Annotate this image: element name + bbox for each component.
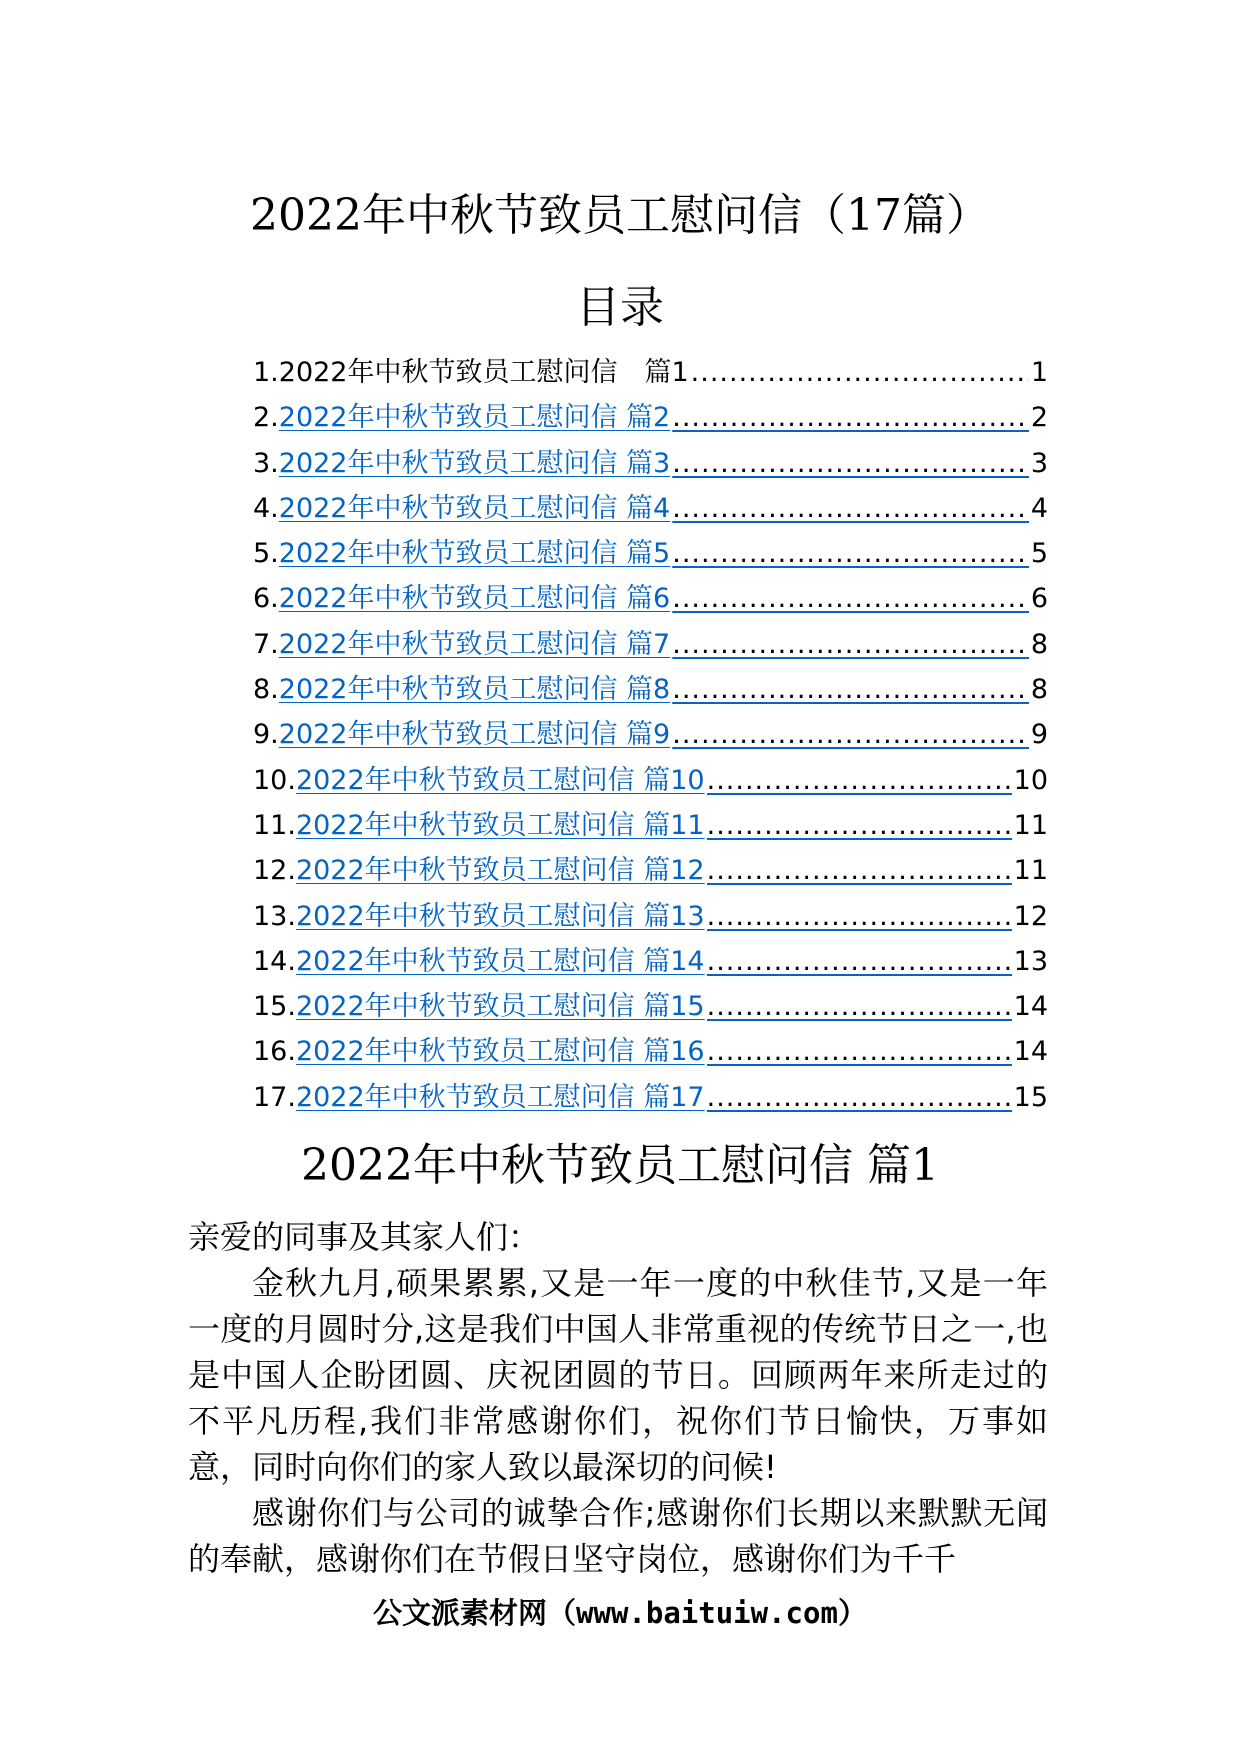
table-of-contents	[253, 350, 1048, 1120]
toc-entry-link[interactable]: 2022年中秋节致员工慰问信 篇10	[295, 764, 705, 796]
toc-dot-leader	[707, 894, 1012, 939]
toc-entry-7[interactable]	[253, 622, 1048, 667]
toc-dot-leader	[707, 803, 1012, 848]
toc-entry-link[interactable]: 2022年中秋节致员工慰问信 篇17	[295, 1081, 705, 1113]
toc-entry-number: 5.	[253, 538, 279, 570]
toc-entry-15[interactable]	[253, 984, 1048, 1029]
toc-entry-page: 8	[1030, 674, 1048, 706]
section-heading: 2022年中秋节致员工慰问信 篇1	[301, 1140, 939, 1191]
toc-entry-10[interactable]	[253, 758, 1048, 803]
toc-entry-2[interactable]	[253, 395, 1048, 440]
toc-entry-page: 11	[1013, 855, 1048, 887]
toc-entry-17[interactable]	[253, 1075, 1048, 1120]
toc-dot-leader	[707, 758, 1012, 803]
toc-entry-page: 11	[1013, 809, 1048, 841]
toc-entry-page: 3	[1030, 447, 1048, 479]
toc-entry-link[interactable]: 2022年中秋节致员工慰问信 篇5	[278, 538, 671, 570]
toc-dot-leader	[707, 984, 1012, 1029]
toc-entry-page: 14	[1013, 1036, 1048, 1068]
toc-entry-page: 13	[1013, 945, 1048, 977]
toc-entry-number: 8.	[253, 674, 279, 706]
toc-entry-number: 3.	[253, 447, 279, 479]
toc-entry-13[interactable]	[253, 894, 1048, 939]
toc-entry-page: 4	[1030, 492, 1048, 524]
footer-watermark: 公文派素材网（www.baituiw.com）	[373, 1596, 867, 1630]
toc-dot-leader	[672, 667, 1029, 712]
toc-entry-link[interactable]: 2022年中秋节致员工慰问信 篇3	[278, 447, 671, 479]
toc-dot-leader	[691, 350, 1029, 395]
toc-dot-leader	[672, 712, 1029, 757]
toc-entry-page: 6	[1030, 583, 1048, 615]
toc-entry-page: 15	[1013, 1081, 1048, 1113]
toc-entry-12[interactable]	[253, 848, 1048, 893]
document-title: 2022年中秋节致员工慰问信（17篇）	[250, 190, 990, 241]
toc-entry-9[interactable]	[253, 712, 1048, 757]
toc-entry-number: 10.	[253, 764, 296, 796]
toc-dot-leader	[707, 939, 1012, 984]
toc-entry-16[interactable]	[253, 1029, 1048, 1074]
paragraph-2: 感谢你们与公司的诚挚合作;感谢你们长期以来默默无闻的奉献，感谢你们在节假日坚守岗位，感谢你们为千千	[188, 1494, 1048, 1578]
paragraph-1: 金秋九月,硕果累累,又是一年一度的中秋佳节,又是一年一度的月圆时分,这是我们中国人非常重视的传统节日之一,也是中国人企盼团圆、庆祝团圆的节日。回顾两年来所走过的不平凡历程,我们非常感谢你们，祝你们节日愉快，万事如意，同时向你们的家人致以最深切的问候!	[188, 1264, 1048, 1486]
toc-entry-link[interactable]: 2022年中秋节致员工慰问信 篇9	[278, 719, 671, 751]
toc-dot-leader	[707, 1029, 1012, 1074]
toc-entry-page: 9	[1030, 719, 1048, 751]
toc-entry-link[interactable]: 2022年中秋节致员工慰问信 篇13	[295, 900, 705, 932]
toc-entry-link[interactable]: 2022年中秋节致员工慰问信 篇4	[278, 492, 671, 524]
toc-entry-link[interactable]: 2022年中秋节致员工慰问信 篇8	[278, 674, 671, 706]
toc-dot-leader	[707, 848, 1012, 893]
toc-entry-page: 5	[1030, 538, 1048, 570]
toc-entry-link[interactable]: 2022年中秋节致员工慰问信 篇11	[295, 809, 705, 841]
toc-dot-leader	[672, 395, 1029, 440]
toc-entry-page: 1	[1030, 357, 1048, 388]
toc-entry-number: 1.	[253, 357, 279, 388]
toc-entry-link[interactable]: 2022年中秋节致员工慰问信 篇16	[295, 1036, 705, 1068]
toc-entry-link[interactable]: 2022年中秋节致员工慰问信 篇7	[278, 628, 671, 660]
toc-entry-link[interactable]: 2022年中秋节致员工慰问信 篇6	[278, 583, 671, 615]
toc-entry-number: 11.	[253, 809, 296, 841]
toc-entry-page: 12	[1013, 900, 1048, 932]
toc-dot-leader	[672, 486, 1029, 531]
toc-entry-page: 2	[1030, 402, 1048, 434]
toc-dot-leader	[672, 622, 1029, 667]
toc-entry-number: 15.	[253, 991, 296, 1023]
toc-entry-link[interactable]: 2022年中秋节致员工慰问信 篇15	[295, 991, 705, 1023]
toc-entry-number: 4.	[253, 492, 279, 524]
toc-dot-leader	[707, 1075, 1012, 1120]
toc-entry-link[interactable]: 2022年中秋节致员工慰问信 篇2	[278, 402, 671, 434]
toc-entry-number: 6.	[253, 583, 279, 615]
toc-entry-5[interactable]	[253, 531, 1048, 576]
toc-entry-3[interactable]	[253, 441, 1048, 486]
toc-entry-11[interactable]	[253, 803, 1048, 848]
toc-dot-leader	[672, 576, 1029, 621]
toc-dot-leader	[672, 531, 1029, 576]
toc-entry-number: 14.	[253, 945, 296, 977]
toc-entry-link[interactable]: 2022年中秋节致员工慰问信 篇12	[295, 855, 705, 887]
toc-entry-page: 14	[1013, 991, 1048, 1023]
toc-entry-number: 12.	[253, 855, 296, 887]
toc-entry-link[interactable]: 2022年中秋节致员工慰问信 篇14	[295, 945, 705, 977]
toc-entry-1[interactable]	[253, 350, 1048, 395]
salutation: 亲爱的同事及其家人们：	[188, 1218, 541, 1256]
toc-entry-number: 2.	[253, 402, 279, 434]
toc-heading: 目录	[576, 282, 664, 333]
toc-entry-page: 10	[1013, 764, 1048, 796]
toc-entry-number: 7.	[253, 628, 279, 660]
toc-entry-number: 16.	[253, 1036, 296, 1068]
toc-entry-4[interactable]	[253, 486, 1048, 531]
toc-entry-page: 8	[1030, 628, 1048, 660]
toc-entry-8[interactable]	[253, 667, 1048, 712]
toc-entry-6[interactable]	[253, 576, 1048, 621]
toc-entry-number: 17.	[253, 1081, 296, 1113]
toc-entry-14[interactable]	[253, 939, 1048, 984]
toc-entry-number: 9.	[253, 719, 279, 751]
letter-body	[188, 1214, 1048, 1582]
toc-entry-number: 13.	[253, 900, 296, 932]
toc-dot-leader	[672, 441, 1029, 486]
toc-entry-title[interactable]: 2022年中秋节致员工慰问信 篇1	[278, 357, 689, 388]
